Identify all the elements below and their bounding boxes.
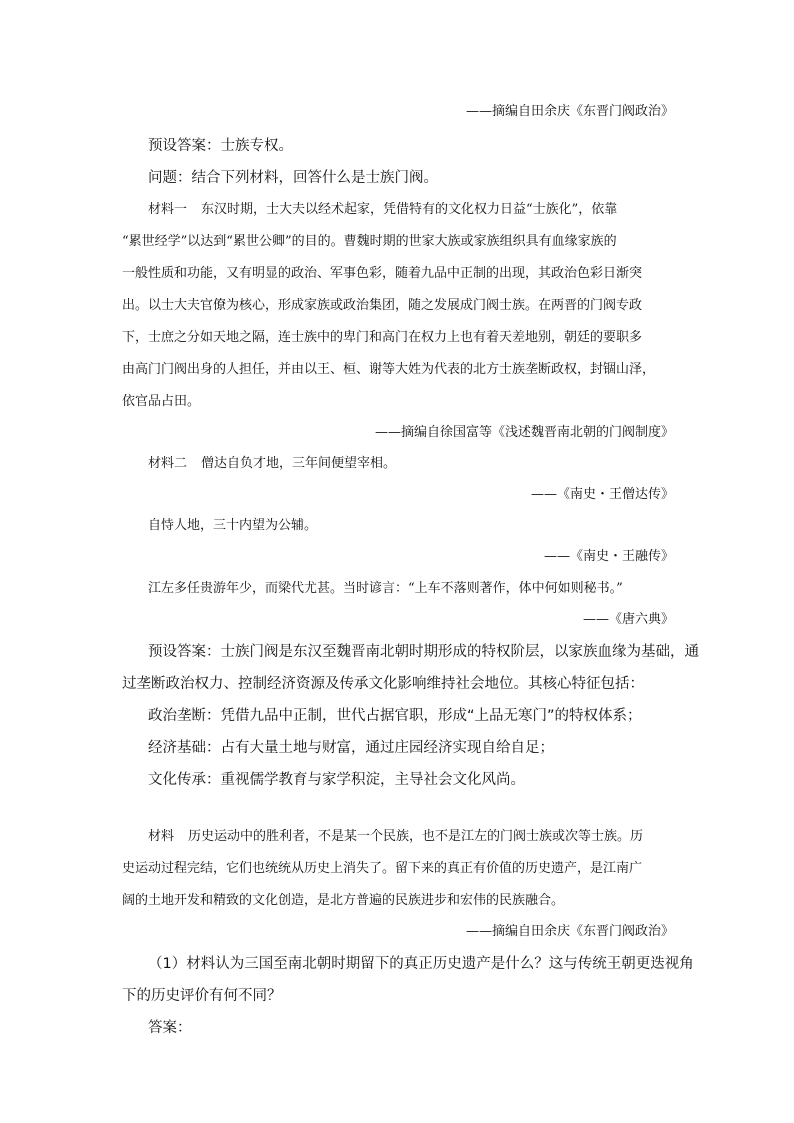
material-2-text: 僧达自负才地，三年间便望宰相。 xyxy=(201,456,397,471)
material-3-text: 历史运动中的胜利者，不是某一个民族，也不是江左的门阀士族或次等士族。历 xyxy=(188,829,644,844)
material-1-line: 出。以士大夫官僚为核心，形成家族或政治集团，随之发展成门阀士族。在两晋的门阀专政 xyxy=(122,298,643,313)
material-1-label: 材料一 xyxy=(148,202,188,217)
source-attribution: ——摘编自田余庆《东晋门阀政治》 xyxy=(465,104,674,119)
material-3-first-line xyxy=(148,825,643,844)
material-1-line: 下，士庶之分如天地之隔，连士族中的卑门和高门在权力上也有着天差地别，朝廷的要职多 xyxy=(122,330,643,345)
material-3-source: ——摘编自田余庆《东晋门阀政治》 xyxy=(465,924,674,939)
sub-question-line: （1）材料认为三国至南北朝时期留下的真正历史遗产是什么？这与传统王朝更迭视角 xyxy=(148,956,694,972)
sub-question-line: 下的历史评价有何不同？ xyxy=(122,988,282,1004)
material-2-label: 材料二 xyxy=(148,456,188,471)
preset-answer-item: 经济基础：占有大量土地与财富，通过庄园经济实现自给自足； xyxy=(148,740,554,756)
material-1-line: “累世经学”以达到“累世公卿”的目的。曹魏时期的世家大族或家族组织具有血缘家族的 xyxy=(122,234,617,249)
material-2-first-line xyxy=(148,452,396,471)
answer-label: 答案： xyxy=(148,1020,192,1036)
preset-answer-line: 过垄断政治权力、控制经济资源及传承文化影响维持社会地位。其核心特征包括： xyxy=(122,676,644,692)
material-3-line: 史运动过程完结，它们也统统从历史上消失了。留下来的真正有价值的历史遗产，是江南广 xyxy=(122,861,643,876)
material-2-source: ——《南史・王融传》 xyxy=(543,549,674,564)
material-2-line: 江左多任贵游年少，而梁代尤甚。当时谚言：“上车不落则著作，体中何如则秘书。” xyxy=(148,581,623,596)
preset-answer: 预设答案：士族专权。 xyxy=(148,138,293,154)
material-1-text: 东汉时期，士大夫以经术起家，凭借特有的文化权力日益“士族化”，依靠 xyxy=(201,202,618,217)
material-3-label: 材料 xyxy=(148,829,175,844)
material-2-line: 自恃人地，三十内望为公辅。 xyxy=(148,518,318,533)
material-1-line: 一般性质和功能，又有明显的政治、军事色彩，随着九品中正制的出现，其政治色彩日渐突 xyxy=(122,266,643,281)
material-1-line: 由高门门阀出身的人担任，并由以王、桓、谢等大姓为代表的北方士族垄断政权，封锢山泽， xyxy=(122,362,656,377)
material-1-source: ——摘编自徐国富等《浅述魏晋南北朝的门阀制度》 xyxy=(374,425,674,440)
preset-answer-item: 文化传承：重视儒学教育与家学积淀，主导社会文化风尚。 xyxy=(148,772,525,788)
preset-answer-line: 预设答案：士族门阀是东汉至魏晋南北朝时期形成的特权阶层，以家族血缘为基础，通 xyxy=(148,644,699,660)
material-1-first-line xyxy=(148,198,617,217)
material-1-line: 依官品占田。 xyxy=(122,394,201,409)
material-3-line: 阔的土地开发和精致的文化创造，是北方普遍的民族进步和宏伟的民族融合。 xyxy=(122,893,565,908)
question-text: 问题：结合下列材料，回答什么是士族门阀。 xyxy=(148,170,438,186)
material-2-source: ——《唐六典》 xyxy=(582,612,674,627)
material-2-source: ——《南史・王僧达传》 xyxy=(530,487,674,502)
preset-answer-item: 政治垄断：凭借九品中正制，世代占据官职，形成“上品无寒门”的特权体系； xyxy=(148,708,642,724)
